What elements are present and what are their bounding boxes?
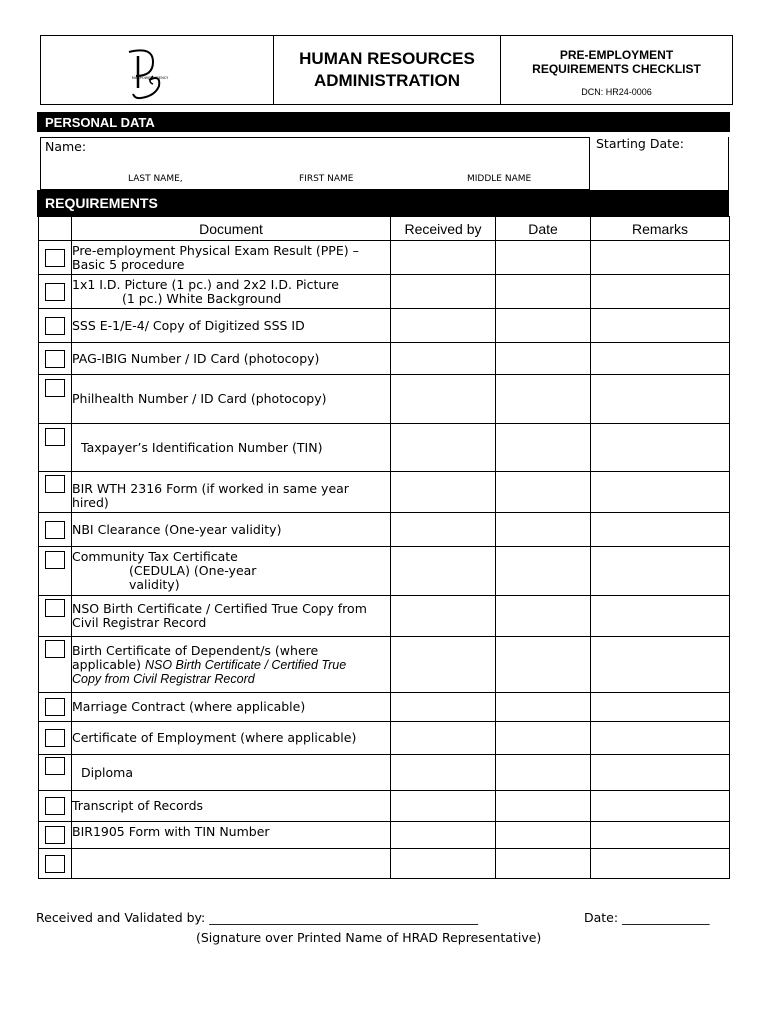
remarks-cell[interactable] (591, 343, 730, 375)
title-line-1: HUMAN RESOURCES (299, 49, 475, 68)
date-cell[interactable] (496, 547, 591, 596)
column-header-received-by: Received by (391, 217, 496, 241)
table-row (39, 596, 730, 637)
date-cell[interactable] (496, 424, 591, 472)
date-cell[interactable] (496, 637, 591, 693)
title-line-2: ADMINISTRATION (313, 71, 461, 90)
received-by-cell[interactable] (391, 596, 496, 637)
date-cell[interactable] (496, 375, 591, 424)
remarks-cell[interactable] (591, 596, 730, 637)
document-cell: Marriage Contract (where applicable) (72, 693, 391, 722)
checkbox[interactable] (45, 855, 65, 873)
table-row (39, 343, 730, 375)
date-cell[interactable] (496, 275, 591, 309)
checkbox-column-header (39, 217, 72, 241)
checkbox[interactable] (45, 599, 65, 617)
received-by-cell[interactable] (391, 849, 496, 879)
table-row (39, 822, 730, 849)
remarks-cell[interactable] (591, 547, 730, 596)
received-by-cell[interactable] (391, 637, 496, 693)
middle-name-label: MIDDLE NAME (467, 174, 532, 184)
svg-text:MANPOWER AGENCY: MANPOWER AGENCY (131, 76, 169, 80)
column-header-date: Date (496, 217, 591, 241)
date-cell[interactable] (496, 513, 591, 547)
document-cell: Taxpayer’s Identification Number (TIN) (72, 424, 391, 472)
received-by-cell[interactable] (391, 275, 496, 309)
received-by-cell[interactable] (391, 424, 496, 472)
remarks-cell[interactable] (591, 791, 730, 822)
table-row (39, 375, 730, 424)
remarks-cell[interactable] (591, 241, 730, 275)
checkbox[interactable] (45, 757, 65, 775)
checkbox[interactable] (45, 379, 65, 397)
document-cell: Community Tax Certificate (CEDULA) (One-year validity) (72, 547, 391, 596)
remarks-cell[interactable] (591, 637, 730, 693)
document-cell: Birth Certificate of Dependent/s (where applicable) NSO Birth Certificate / Certified True Copy from Civil Registrar Record (72, 637, 391, 693)
received-by-cell[interactable] (391, 693, 496, 722)
document-cell: SSS E-1/E-4/ Copy of Digitized SSS ID (72, 309, 391, 343)
table-row (39, 791, 730, 822)
received-by-cell[interactable] (391, 791, 496, 822)
date-cell[interactable] (496, 241, 591, 275)
logo-cell (41, 36, 274, 104)
checkbox[interactable] (45, 428, 65, 446)
table-row (39, 755, 730, 791)
remarks-cell[interactable] (591, 513, 730, 547)
table-row (39, 513, 730, 547)
remarks-cell[interactable] (591, 424, 730, 472)
table-row (39, 472, 730, 513)
checkbox[interactable] (45, 729, 65, 747)
document-cell: NBI Clearance (One-year validity) (72, 513, 391, 547)
document-cell[interactable] (72, 849, 391, 879)
date-cell[interactable] (496, 472, 591, 513)
dcn-number: DCN: HR24-0006 (581, 87, 652, 97)
first-name-label: FIRST NAME (299, 174, 354, 184)
document-cell: Transcript of Records (72, 791, 391, 822)
date-cell[interactable] (496, 309, 591, 343)
column-header-document: Document (72, 217, 391, 241)
date-cell[interactable] (496, 849, 591, 879)
date-cell[interactable] (496, 343, 591, 375)
received-by-cell[interactable] (391, 343, 496, 375)
table-row (39, 547, 730, 596)
document-title (501, 48, 732, 76)
checkbox[interactable] (45, 283, 65, 301)
table-row (39, 693, 730, 722)
remarks-cell[interactable] (591, 755, 730, 791)
requirements-heading: REQUIREMENTS (37, 190, 729, 217)
remarks-cell[interactable] (591, 722, 730, 755)
table-row (39, 849, 730, 879)
document-cell: BIR1905 Form with TIN Number (72, 822, 391, 849)
checkbox[interactable] (45, 826, 65, 844)
remarks-cell[interactable] (591, 693, 730, 722)
received-by-cell[interactable] (391, 472, 496, 513)
document-cell: Certificate of Employment (where applicable) (72, 722, 391, 755)
received-by-cell[interactable] (391, 722, 496, 755)
document-cell: 1x1 I.D. Picture (1 pc.) and 2x2 I.D. Picture (1 pc.) White Background (72, 275, 391, 309)
received-by-cell[interactable] (391, 547, 496, 596)
received-by-cell[interactable] (391, 513, 496, 547)
checkbox[interactable] (45, 317, 65, 335)
checkbox[interactable] (45, 475, 65, 493)
received-by-cell[interactable] (391, 375, 496, 424)
remarks-cell[interactable] (591, 275, 730, 309)
table-row (39, 241, 730, 275)
requirements-table (38, 216, 730, 879)
document-cell: Diploma (72, 755, 391, 791)
date-cell[interactable] (496, 822, 591, 849)
checkbox[interactable] (45, 551, 65, 569)
column-header-remarks: Remarks (591, 217, 730, 241)
name-label: Name: (45, 139, 87, 154)
date-signature-line[interactable]: Date: ______________ (584, 910, 710, 925)
table-row (39, 275, 730, 309)
starting-date-label: Starting Date: (596, 136, 684, 151)
received-by-cell[interactable] (391, 241, 496, 275)
last-name-label: LAST NAME, (128, 174, 183, 184)
table-row (39, 722, 730, 755)
doc-title-line-1: PRE-EMPLOYMENT (559, 48, 674, 62)
checkbox[interactable] (45, 350, 65, 368)
received-by-cell[interactable] (391, 309, 496, 343)
remarks-cell[interactable] (591, 472, 730, 513)
signature-note: (Signature over Printed Name of HRAD Representative) (196, 930, 542, 945)
checkbox[interactable] (45, 797, 65, 815)
date-cell[interactable] (496, 722, 591, 755)
date-cell[interactable] (496, 596, 591, 637)
document-cell: BIR WTH 2316 Form (if worked in same year hired) (72, 472, 391, 513)
table-row (39, 309, 730, 343)
document-cell: PAG-IBIG Number / ID Card (photocopy) (72, 343, 391, 375)
table-header-row (39, 217, 730, 241)
company-logo (41, 36, 274, 104)
doc-title-line-2: REQUIREMENTS CHECKLIST (532, 62, 701, 76)
document-cell: Pre-employment Physical Exam Result (PPE) – Basic 5 procedure (72, 241, 391, 275)
personal-data-heading: PERSONAL DATA (37, 112, 730, 132)
received-by-cell[interactable] (391, 755, 496, 791)
document-cell: Philhealth Number / ID Card (photocopy) (72, 375, 391, 424)
department-title (274, 36, 501, 104)
remarks-cell[interactable] (591, 849, 730, 879)
date-cell[interactable] (496, 693, 591, 722)
checkbox[interactable] (45, 698, 65, 716)
checkbox[interactable] (45, 521, 65, 539)
table-row (39, 637, 730, 693)
table-row (39, 424, 730, 472)
remarks-cell[interactable] (591, 375, 730, 424)
checkbox[interactable] (45, 249, 65, 267)
header-table (40, 35, 733, 105)
document-cell: NSO Birth Certificate / Certified True Copy from Civil Registrar Record (72, 596, 391, 637)
checkbox[interactable] (45, 640, 65, 658)
date-cell[interactable] (496, 755, 591, 791)
received-by-cell[interactable] (391, 822, 496, 849)
date-cell[interactable] (496, 791, 591, 822)
document-title-cell (501, 36, 732, 104)
remarks-cell[interactable] (591, 822, 730, 849)
remarks-cell[interactable] (591, 309, 730, 343)
received-validated-by-line[interactable]: Received and Validated by: ___________________________________________ (36, 910, 478, 925)
